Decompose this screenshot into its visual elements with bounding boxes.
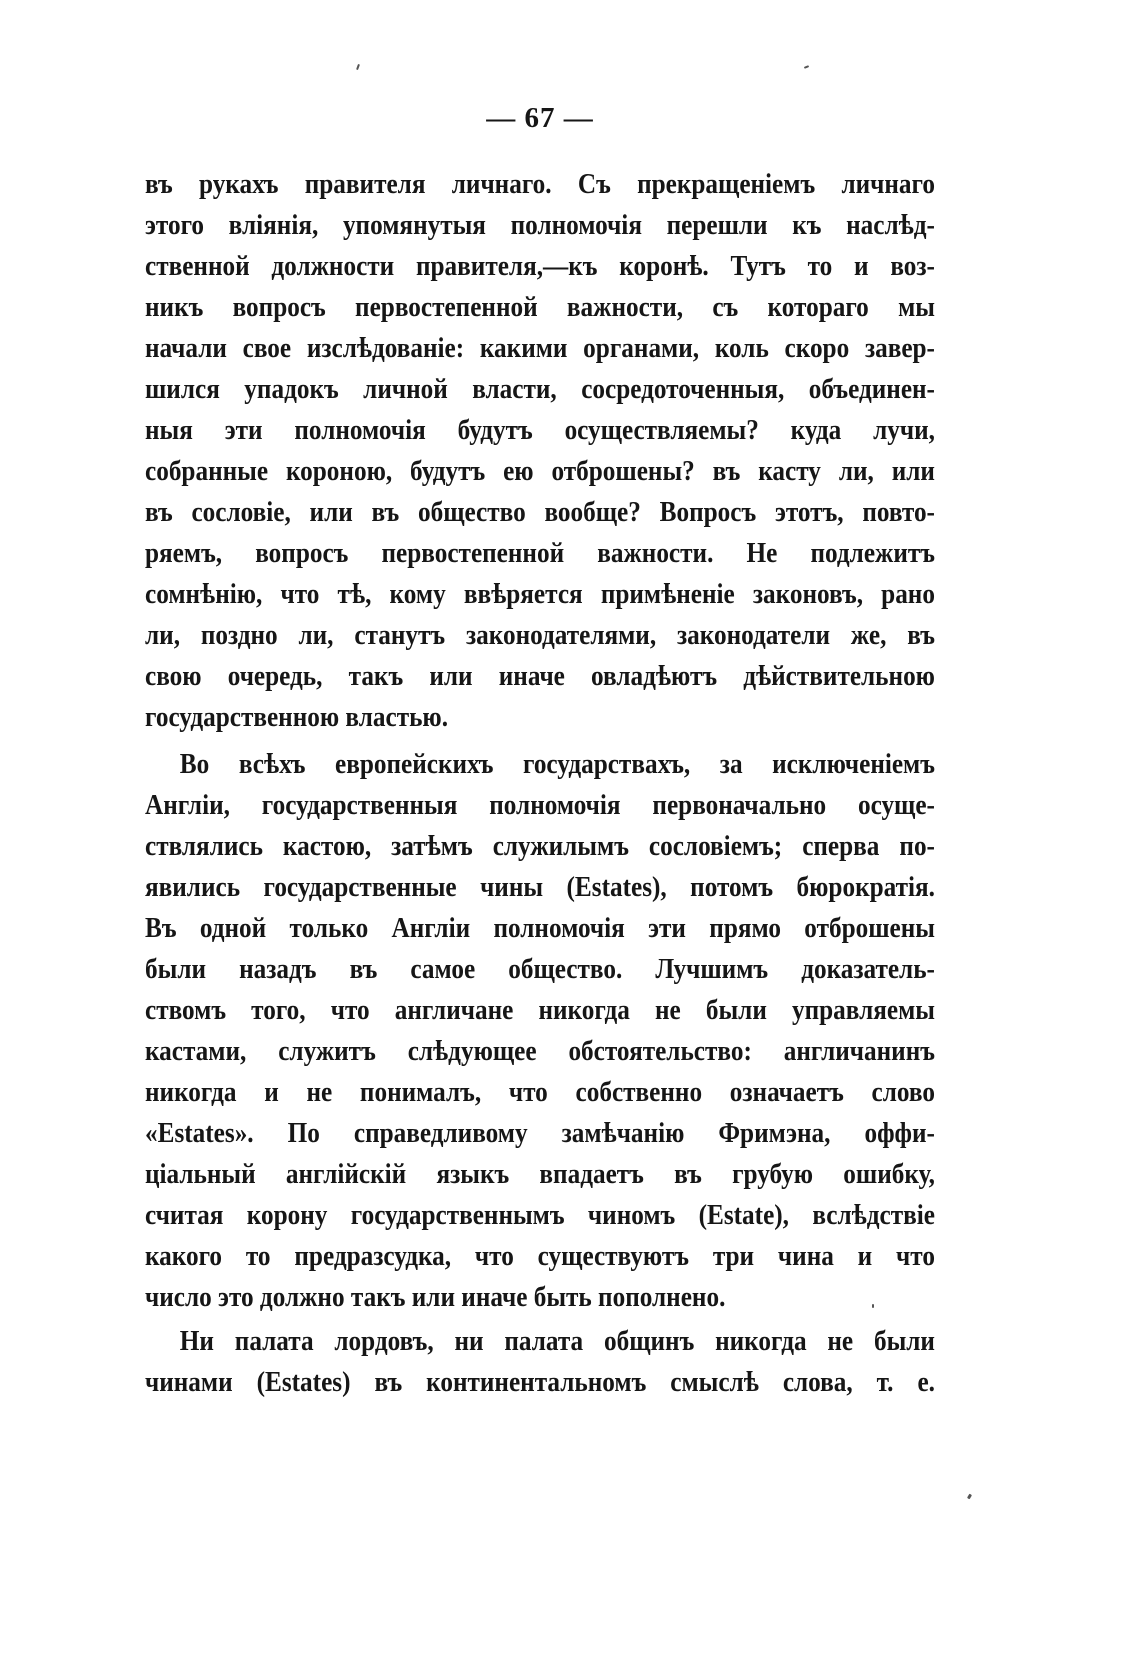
paragraph-3 [145,1321,935,1403]
body-text [145,164,935,1403]
text-line: число это должно такъ или иначе быть пополнено. [145,1281,726,1313]
text-line: считая корону государственнымъ чиномъ (Estate), вслѣдствіе [145,1199,935,1231]
text-line: государственною властью. [145,701,449,733]
text-line: кастами, служитъ слѣдующее обстоятельство: англичанинъ [145,1035,935,1067]
text-line: ныя эти полномочія будутъ осуществляемы? куда лучи, [145,414,935,446]
text-line: были назадъ въ самое общество. Лучшимъ доказатель- [145,953,935,985]
text-line: свою очередь, такъ или иначе овладѣютъ дѣйствительною [145,660,935,692]
paragraph-2 [145,744,935,1318]
text-line: этого вліянія, упомянутыя полномочія перешли къ наслѣд- [145,209,935,241]
text-line: собранные короною, будутъ ею отброшены? въ касту ли, или [145,455,935,487]
text-line: никъ вопросъ первостепенной важности, съ котораго мы [145,291,935,323]
text-line: ствомъ того, что англичане никогда не были управляемы [145,994,935,1026]
text-line: ственной должности правителя,—къ коронѣ. Тутъ то и воз- [145,250,935,282]
text-line: Въ одной только Англіи полномочія эти прямо отброшены [145,912,935,944]
scan-speck [804,65,809,69]
page-number: — 67 — [486,102,594,134]
text-line: «Estates». По справедливому замѣчанію Фримэна, оффи- [145,1117,935,1149]
text-line: чинами (Estates) въ континентальномъ смыслѣ слова, т. е. [145,1366,935,1398]
scan-speck [356,64,360,70]
text-line: сомнѣнію, что тѣ, кому ввѣряется примѣненіе законовъ, рано [145,578,935,610]
text-line: Во всѣхъ европейскихъ государствахъ, за исключеніемъ [179,748,935,780]
text-line: ціальный англійскій языкъ впадаетъ въ грубую ошибку, [145,1158,935,1190]
paragraph-1 [145,164,935,738]
text-line: ряемъ, вопросъ первостепенной важности. Не подлежитъ [145,537,935,569]
text-line: шился упадокъ личной власти, сосредоточенныя, объединен- [145,373,935,405]
text-line: какого то предразсудка, что существуютъ три чина и что [145,1240,935,1272]
text-line: ли, поздно ли, станутъ законодателями, законодатели же, въ [145,619,935,651]
text-line: въ сословіе, или въ общество вообще? Вопросъ этотъ, повто- [145,496,935,528]
scan-speck [967,1494,972,1500]
text-line: никогда и не понималъ, что собственно означаетъ слово [145,1076,935,1108]
text-line: ствлялись кастою, затѣмъ служилымъ сословіемъ; сперва по- [145,830,935,862]
text-line: въ рукахъ правителя личнаго. Съ прекращеніемъ личнаго [145,168,935,200]
text-line: явились государственные чины (Estates), потомъ бюрократія. [145,871,935,903]
text-line: начали свое изслѣдованіе: какими органами, коль скоро завер- [145,332,935,364]
text-line: Ни палата лордовъ, ни палата общинъ никогда не были [179,1325,935,1357]
text-line: Англіи, государственныя полномочія первоначально осуще- [145,789,935,821]
